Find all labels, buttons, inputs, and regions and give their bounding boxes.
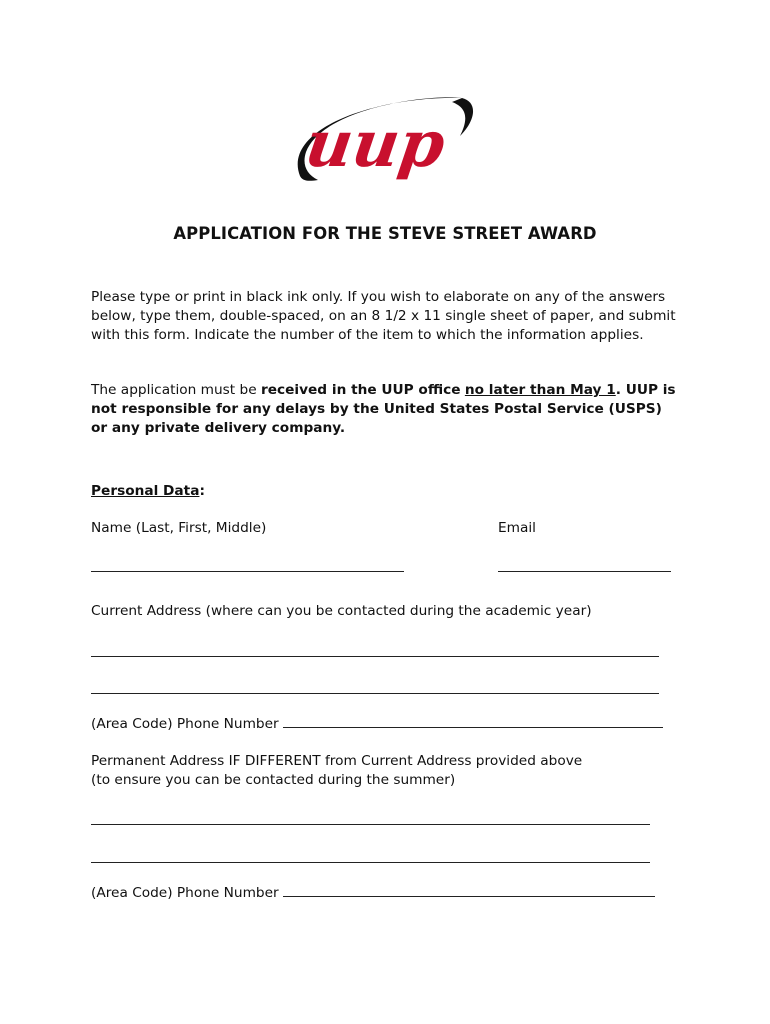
email-field-line[interactable]: [498, 571, 671, 572]
page-title: APPLICATION FOR THE STEVE STREET AWARD: [173, 224, 597, 243]
current-address-line-2[interactable]: [91, 693, 659, 694]
phone-field-line-2[interactable]: [283, 884, 655, 897]
phone-row-1: [91, 715, 663, 734]
logo-swoosh-tail: [452, 98, 473, 136]
uup-logo: [292, 90, 476, 194]
personal-data-colon: :: [199, 483, 205, 499]
deadline-prefix: The application must be: [91, 382, 261, 398]
permanent-address-line-2[interactable]: [91, 862, 650, 863]
deadline-notice: [91, 381, 681, 438]
phone-field-line-1[interactable]: [283, 715, 663, 728]
logo-text: uup: [301, 107, 450, 182]
deadline-period: .: [615, 382, 621, 398]
deadline-disclaimer: UUP is not responsible for any delays by the United States Postal Service (USPS) or any private delivery company.: [91, 382, 676, 436]
phone-label-2: (Area Code) Phone Number: [91, 885, 284, 901]
phone-label-1: (Area Code) Phone Number: [91, 716, 284, 732]
phone-row-2: [91, 884, 655, 903]
name-label: Name (Last, First, Middle): [91, 520, 267, 536]
personal-data-heading: Personal Data: [91, 483, 200, 499]
permanent-address-label-1: Permanent Address IF DIFFERENT from Current Address provided above: [91, 753, 583, 769]
deadline-date: no later than May 1: [464, 382, 616, 398]
instructions-text: Please type or print in black ink only. If you wish to elaborate on any of the answers below, type them, double-spaced, on an 8 1/2 x 11 single sheet of paper, and submit with this form. Indicate the number of the item to which the information applies.: [91, 289, 676, 343]
permanent-address-label-2: (to ensure you can be contacted during the summer): [91, 772, 456, 788]
name-field-line[interactable]: [91, 571, 404, 572]
personal-data-heading-wrap: [91, 482, 205, 501]
permanent-address-line-1[interactable]: [91, 824, 650, 825]
deadline-received: received in the UUP office: [260, 382, 461, 398]
current-address-line-1[interactable]: [91, 656, 659, 657]
current-address-label: Current Address (where can you be contacted during the academic year): [91, 603, 592, 619]
email-label: Email: [498, 520, 536, 536]
